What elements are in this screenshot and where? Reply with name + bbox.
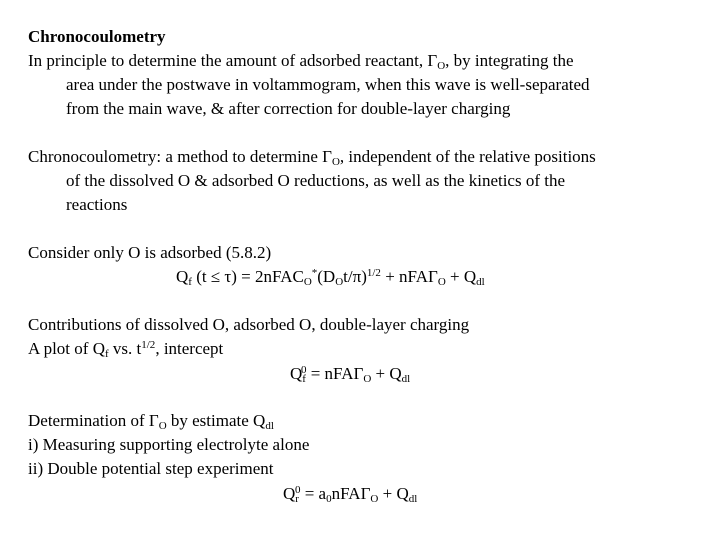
section5-line3: ii) Double potential step experiment (28, 459, 274, 478)
eq-part: + Q (371, 364, 402, 383)
section5-line1 (28, 409, 274, 433)
subscript: f (104, 348, 109, 360)
subscript: O (437, 60, 446, 72)
section4-line2 (28, 337, 223, 361)
eq-sub: dl (408, 493, 418, 505)
section2-line3: reactions (66, 195, 128, 214)
equation-qr0 (283, 482, 417, 506)
eq-sub: r (295, 493, 299, 505)
eq-sup: 0 (294, 484, 301, 496)
eq-sup: * (311, 267, 318, 279)
text: Determination of Γ (28, 411, 159, 430)
section2-line2: of the dissolved O & adsorbed O reductions, as well as the kinetics of the (66, 171, 566, 190)
eq-part: + Q (445, 267, 477, 286)
section1-line3: from the main wave, & after correction for double-layer charging (66, 99, 511, 118)
title: Chronocoulometry (28, 27, 166, 46)
text: , independent of the relative positions (339, 147, 596, 166)
section1-line1 (28, 49, 574, 73)
eq-sub: O (370, 493, 379, 505)
equation-qf (176, 265, 485, 289)
eq-part: Q (283, 484, 296, 503)
section2-line1 (28, 145, 596, 169)
eq-sub: f (302, 373, 306, 385)
eq-part: = nFAΓ (306, 364, 364, 383)
gamma-symbol: Γ (322, 147, 332, 166)
section5-line2: i) Measuring supporting electrolyte alone (28, 435, 310, 454)
text: Chronocoulometry: a method to determine (28, 147, 323, 166)
eq-sub: 0 (326, 493, 332, 505)
eq-sub: O (303, 276, 312, 288)
text: vs. t (108, 339, 142, 358)
eq-sup: 0 (300, 364, 307, 376)
eq-sub: O (363, 373, 372, 385)
section1-line2: area under the postwave in voltammogram, when this wave is well-separated (66, 75, 590, 94)
gamma-symbol: Γ (427, 51, 438, 70)
eq-part: + Q (378, 484, 409, 503)
eq-sub: dl (401, 373, 411, 385)
eq-sub: O (437, 276, 446, 288)
subscript: O (158, 420, 167, 432)
section4-line1: Contributions of dissolved O, adsorbed O, double-layer charging (28, 315, 470, 334)
text: by estimate Q (166, 411, 266, 430)
equation-qf0 (290, 362, 410, 386)
eq-part: t/π) (343, 267, 367, 286)
eq-part: (t ≤ τ) = 2nFAC (191, 267, 304, 286)
text: , by integrating the (445, 51, 574, 70)
eq-sup: 1/2 (366, 267, 381, 279)
section3-line1: Consider only O is adsorbed (5.8.2) (28, 243, 272, 262)
text: , intercept (155, 339, 224, 358)
eq-sub: f (188, 276, 192, 288)
eq-part: (D (317, 267, 336, 286)
eq-part: + nFAΓ (380, 267, 438, 286)
eq-part: Q (290, 364, 303, 383)
subscript: dl (265, 420, 274, 432)
eq-part: nFAΓ (331, 484, 371, 503)
eq-sub: dl (476, 276, 485, 288)
eq-part: Q (176, 267, 189, 286)
superscript: 1/2 (141, 339, 156, 351)
subscript: O (331, 156, 340, 168)
text: A plot of Q (28, 339, 105, 358)
eq-sub: O (335, 276, 344, 288)
text: In principle to determine the amount of adsorbed reactant, (28, 51, 428, 70)
eq-part: = a (300, 484, 327, 503)
